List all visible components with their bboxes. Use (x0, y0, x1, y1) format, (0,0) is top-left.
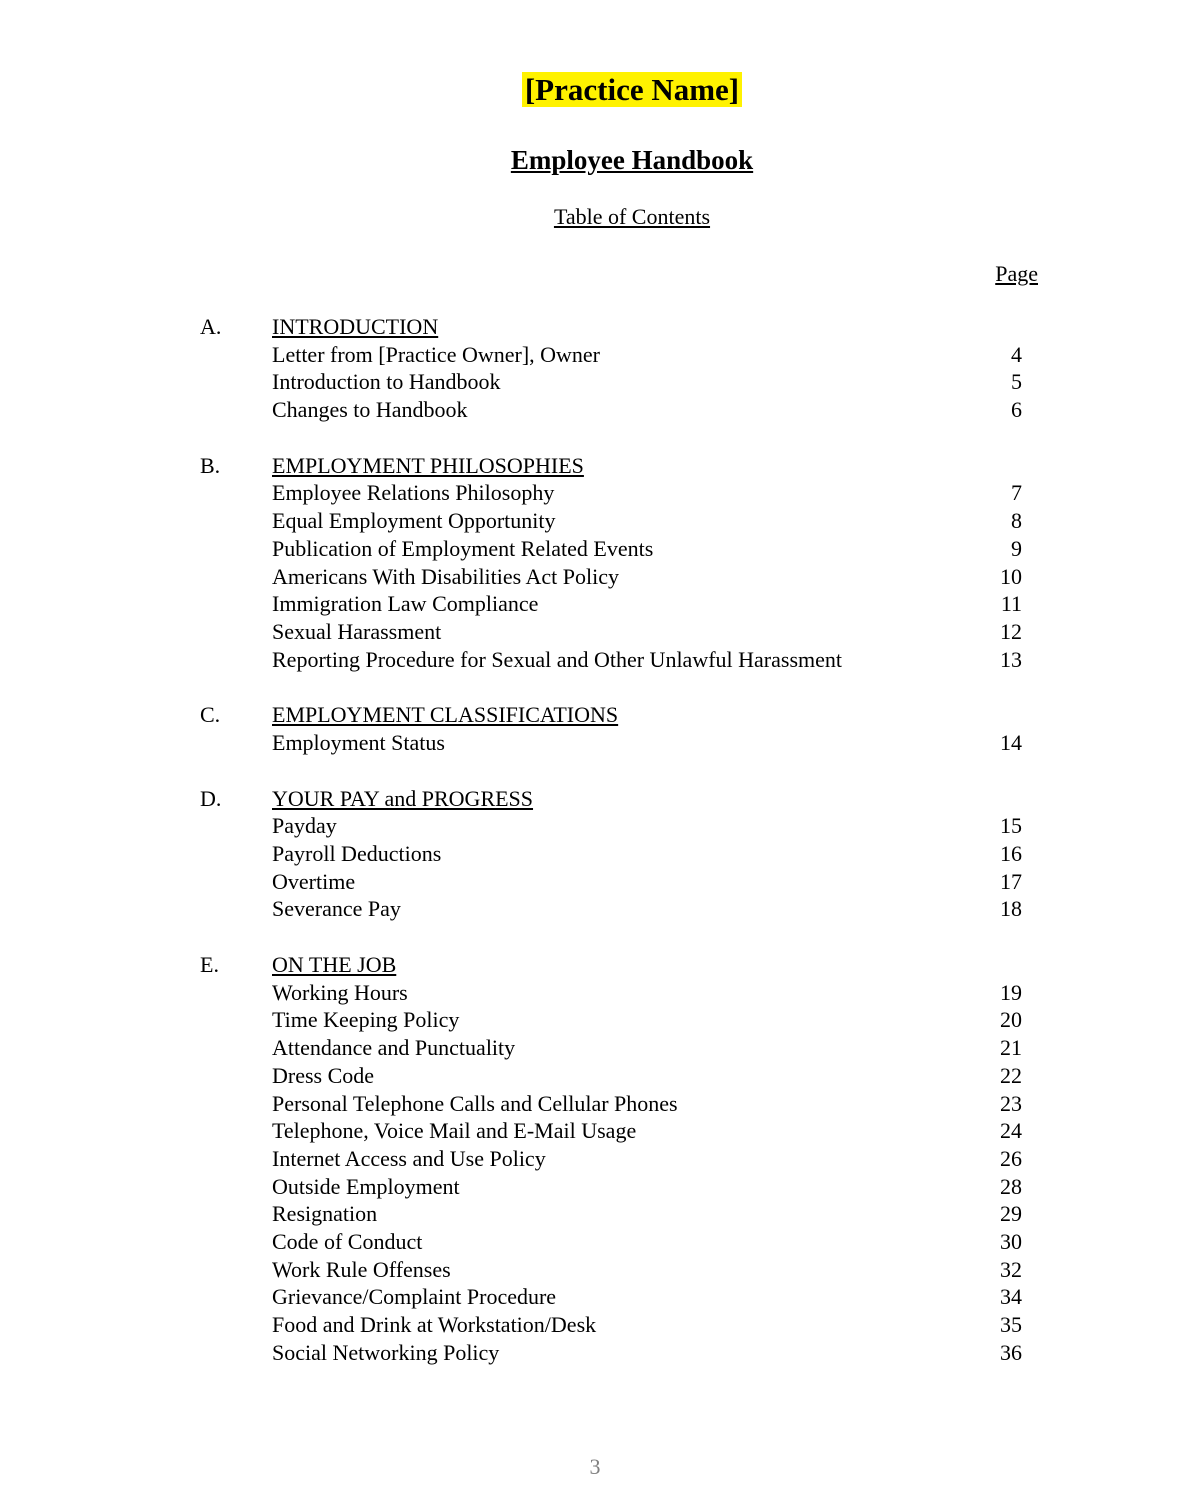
section-heading: EMPLOYMENT PHILOSOPHIES (272, 452, 584, 478)
toc-entry-title: Immigration Law Compliance (272, 591, 539, 617)
toc-entry (200, 1034, 1022, 1062)
toc-entry-title: Grievance/Complaint Procedure (272, 1284, 557, 1310)
toc-entry (200, 729, 1022, 757)
toc-entry (200, 1200, 1022, 1228)
toc-entry-title: Equal Employment Opportunity (272, 508, 556, 534)
toc-entry-title: Work Rule Offenses (272, 1256, 451, 1282)
toc-entry (200, 590, 1022, 618)
toc-entry-title: Telephone, Voice Mail and E-Mail Usage (272, 1118, 637, 1144)
toc-entry-page-number: 20 (1000, 1007, 1022, 1033)
toc-entry-title: Employee Relations Philosophy (272, 480, 555, 506)
toc-entry-title: Changes to Handbook (272, 397, 468, 423)
table-of-contents (200, 313, 1022, 1394)
toc-entry-page-number: 23 (1000, 1090, 1022, 1116)
section-letter: D. (200, 785, 222, 811)
toc-title: Table of Contents (553, 204, 711, 229)
section-letter: E. (200, 952, 219, 978)
toc-entry (200, 1006, 1022, 1034)
toc-section (200, 701, 1022, 756)
section-letter: A. (200, 314, 222, 339)
toc-entry (200, 368, 1022, 396)
practice-name-heading (0, 68, 1190, 112)
toc-entry (200, 341, 1022, 369)
toc-entry (200, 1256, 1022, 1284)
toc-entry-page-number: 9 (1011, 535, 1022, 561)
toc-entry-title: Sexual Harassment (272, 618, 442, 644)
toc-entry-title: Employment Status (272, 729, 445, 755)
section-heading: ON THE JOB (272, 952, 397, 978)
toc-entry-page-number: 15 (1000, 813, 1022, 839)
toc-entry (200, 812, 1022, 840)
toc-entry-page-number: 30 (1000, 1228, 1022, 1254)
toc-entry-title: Social Networking Policy (272, 1339, 500, 1365)
toc-entry-title: Personal Telephone Calls and Cellular Phones (272, 1090, 678, 1116)
toc-entry-title: Time Keeping Policy (272, 1007, 460, 1033)
toc-entry-title: Payroll Deductions (272, 841, 442, 866)
toc-section (200, 452, 1022, 674)
toc-entry-title: Payday (272, 813, 337, 839)
section-heading: EMPLOYMENT CLASSIFICATIONS (272, 702, 619, 728)
toc-entry-title: Letter from [Practice Owner], Owner (272, 341, 601, 367)
toc-entry-page-number: 16 (1000, 841, 1022, 866)
toc-entry-title: Publication of Employment Related Events (272, 535, 654, 561)
toc-entry-page-number: 8 (1011, 508, 1022, 534)
toc-entry (200, 1145, 1022, 1173)
toc-section (200, 785, 1022, 923)
section-heading: INTRODUCTION (272, 314, 439, 339)
toc-entry-page-number: 22 (1000, 1062, 1022, 1088)
toc-entry-title: Code of Conduct (272, 1228, 423, 1254)
toc-entry-page-number: 35 (1000, 1312, 1022, 1337)
toc-entry (200, 1062, 1022, 1090)
toc-entry-page-number: 6 (1011, 397, 1022, 423)
toc-entry (200, 1339, 1022, 1367)
toc-entry-title: Internet Access and Use Policy (272, 1145, 546, 1171)
toc-entry-title: Attendance and Punctuality (272, 1035, 516, 1061)
toc-entry-page-number: 21 (1000, 1035, 1022, 1061)
toc-entry (200, 1117, 1022, 1145)
toc-entry (200, 507, 1022, 535)
toc-entry-page-number: 26 (1000, 1145, 1022, 1171)
toc-entry (200, 563, 1022, 591)
toc-entry-title: Resignation (272, 1201, 378, 1227)
toc-entry-page-number: 17 (1000, 868, 1022, 894)
toc-entry (200, 396, 1022, 424)
toc-entry (200, 979, 1022, 1007)
toc-entry-page-number: 24 (1000, 1118, 1022, 1144)
toc-entry-title: Reporting Procedure for Sexual and Other Unlawful Harassment (272, 646, 843, 672)
toc-entry (200, 646, 1022, 674)
toc-entry (200, 618, 1022, 646)
section-heading: YOUR PAY and PROGRESS (272, 785, 534, 811)
toc-entry-title: Severance Pay (272, 896, 401, 922)
toc-entry-title: Food and Drink at Workstation/Desk (272, 1312, 597, 1337)
toc-entry (200, 535, 1022, 563)
toc-entry (200, 1311, 1022, 1339)
toc-entry-page-number: 13 (1000, 646, 1022, 672)
toc-entry-title: Americans With Disabilities Act Policy (272, 563, 619, 589)
toc-entry (200, 479, 1022, 507)
document-title: Employee Handbook (510, 145, 754, 175)
toc-entry-page-number: 34 (1000, 1284, 1022, 1310)
section-letter: C. (200, 702, 221, 728)
toc-entry (200, 1173, 1022, 1201)
toc-entry-page-number: 28 (1000, 1173, 1022, 1199)
toc-entry-page-number: 4 (1011, 341, 1022, 367)
toc-section-heading-row (200, 701, 1022, 729)
toc-entry (200, 868, 1022, 896)
toc-entry-title: Overtime (272, 868, 356, 894)
footer-page-number: 3 (589, 1454, 601, 1479)
toc-section-heading-row (200, 785, 1022, 813)
toc-entry (200, 840, 1022, 868)
practice-name-highlight: [Practice Name] (522, 72, 742, 107)
toc-section-heading-row (200, 951, 1022, 979)
toc-entry-page-number: 29 (1000, 1201, 1022, 1227)
toc-entry-page-number: 5 (1011, 369, 1022, 395)
toc-entry-title: Outside Employment (272, 1173, 460, 1199)
toc-entry-title: Dress Code (272, 1062, 375, 1088)
toc-section-heading-row (200, 313, 1022, 341)
toc-entry-page-number: 19 (1000, 979, 1022, 1005)
toc-entry (200, 895, 1022, 923)
toc-entry-page-number: 12 (1000, 618, 1022, 644)
toc-entry-title: Introduction to Handbook (272, 369, 501, 395)
toc-entry (200, 1283, 1022, 1311)
toc-section (200, 313, 1022, 424)
section-letter: B. (200, 452, 221, 478)
toc-entry-page-number: 11 (1000, 591, 1022, 617)
toc-entry-page-number: 18 (1000, 896, 1022, 922)
toc-entry-page-number: 10 (1000, 563, 1022, 589)
toc-entry (200, 1090, 1022, 1118)
toc-section-heading-row (200, 452, 1022, 480)
toc-entry-title: Working Hours (272, 979, 408, 1005)
toc-entry-page-number: 32 (1000, 1256, 1022, 1282)
page-column-header: Page (995, 261, 1038, 286)
toc-entry (200, 1228, 1022, 1256)
toc-entry-page-number: 36 (1000, 1339, 1022, 1365)
toc-entry-page-number: 7 (1011, 480, 1022, 506)
toc-section (200, 951, 1022, 1366)
toc-entry-page-number: 14 (1000, 729, 1022, 755)
